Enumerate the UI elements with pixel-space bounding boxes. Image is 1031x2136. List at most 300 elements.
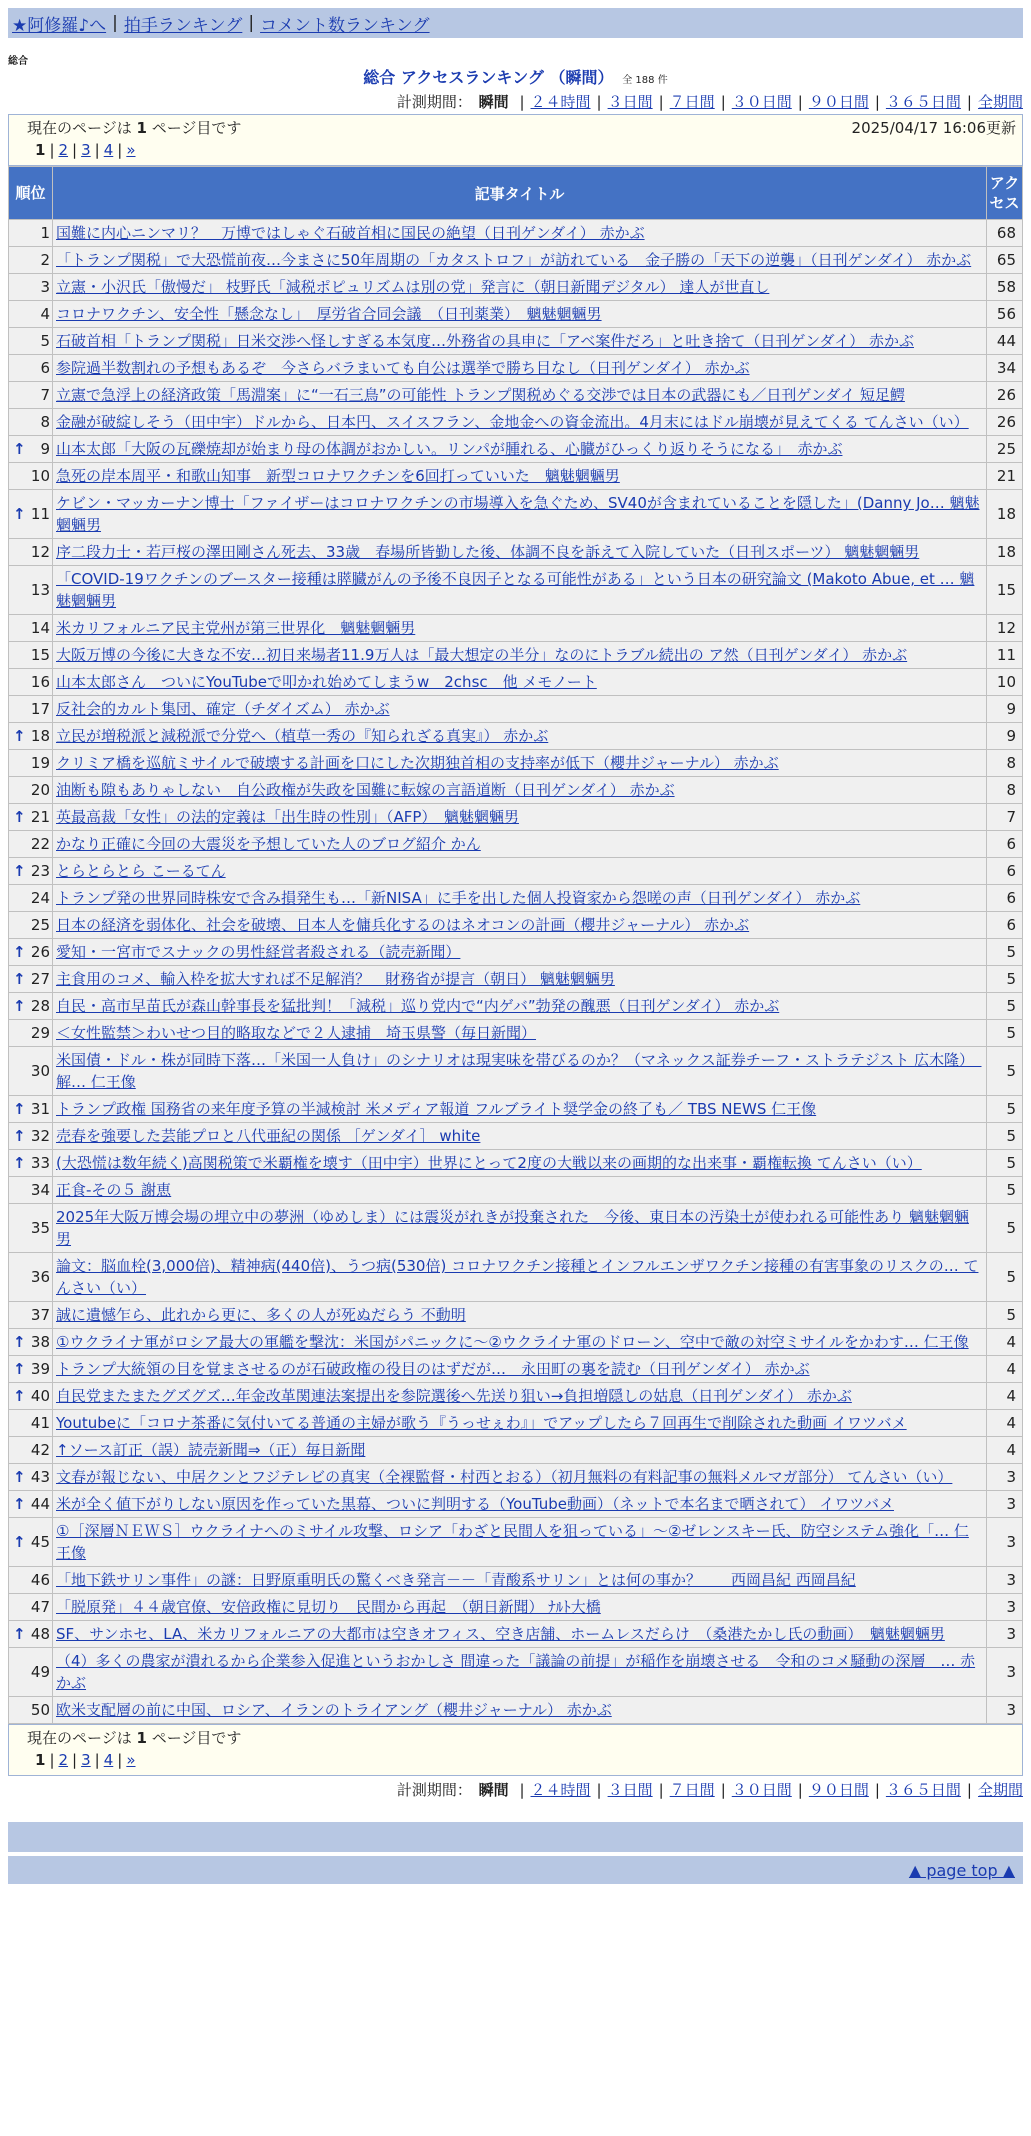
home-link[interactable]: ★阿修羅♪へ <box>12 15 107 36</box>
rank-cell <box>9 301 53 328</box>
access-count: 68 <box>987 220 1023 247</box>
rank-cell <box>9 1253 53 1302</box>
period-separator: | <box>519 1781 525 1799</box>
title-cell <box>53 696 987 723</box>
table-row <box>9 1464 1023 1491</box>
rank-number: 15 <box>30 646 50 664</box>
article-title-link[interactable]: 誠に遺憾乍ら、此れから更に、多くの人が死ぬだらう 不動明 <box>56 1306 466 1324</box>
article-title-link[interactable]: ↑ソース訂正（誤）読売新聞⇒（正）毎日新聞 <box>56 1441 366 1459</box>
period-link-3[interactable]: ３０日間 <box>731 93 792 111</box>
article-title-link[interactable]: 参院過半数割れの予想もあるぞ 今さらバラまいても自公は選挙で勝ち目なし（日刊ゲンダイ） 赤かぶ <box>56 359 750 377</box>
article-title-link[interactable]: 「脱原発」４４歳官僚、安倍政権に見切り 民間から再起 （朝日新聞） ﾅﾙﾄ大橋 <box>56 1598 601 1616</box>
rank-number: 9 <box>40 440 50 458</box>
title-cell <box>53 885 987 912</box>
article-title-link[interactable]: 米カリフォルニア民主党州が第三世界化 魑魅魍魎男 <box>56 619 416 637</box>
table-row <box>9 463 1023 490</box>
article-title-link[interactable]: 自民党またまたグズグズ…年金改革関連法案提出を参院選後へ先送り狙い→負担増隠しの姑息（日刊ゲンダイ） 赤かぶ <box>56 1387 852 1405</box>
rank-cell <box>9 1518 53 1567</box>
table-row <box>9 1020 1023 1047</box>
title-cell <box>53 1518 987 1567</box>
access-count: 3 <box>987 1464 1023 1491</box>
ranking-table <box>8 166 1023 1724</box>
article-title-link[interactable]: ①［深層ＮＥＷＳ］ウクライナへのミサイル攻撃、ロシア「わざと民間人を狙っている」～②ゼレンスキー氏、防空システム強化「… 仁王像 <box>56 1522 969 1562</box>
access-count: 3 <box>987 1621 1023 1648</box>
rank-cell <box>9 539 53 566</box>
article-title-link[interactable]: 英最高裁「女性」の法的定義は「出生時の性別」（AFP） 魑魅魍魎男 <box>56 808 519 826</box>
table-row <box>9 1123 1023 1150</box>
title-cell <box>53 1150 987 1177</box>
article-title-link[interactable]: （4）多くの農家が潰れるから企業参入促進というおかしさ 間違った「議論の前提」が稲作を崩壊させる 令和のコメ騒動の深層 … 赤かぶ <box>56 1652 976 1692</box>
page-link-4[interactable]: 4 <box>103 141 114 159</box>
top-nav-bar <box>8 8 1023 38</box>
access-count: 5 <box>987 1177 1023 1204</box>
rank-cell <box>9 723 53 750</box>
period-separator: | <box>596 93 602 111</box>
title-cell <box>53 1697 987 1724</box>
article-title-link[interactable]: 主食用のコメ、輸入枠を拡大すれば不足解消？ 財務省が提言（朝日） 魑魅魍魎男 <box>56 970 615 988</box>
title-cell <box>53 1437 987 1464</box>
rank-number: 10 <box>30 467 50 485</box>
category-tag: 総合 <box>8 56 28 67</box>
rank-cell <box>9 1383 53 1410</box>
table-row <box>9 804 1023 831</box>
title-cell <box>53 804 987 831</box>
rank-number: 16 <box>30 673 50 691</box>
article-title-link[interactable]: 「トランプ関税」で大恐慌前夜…今まさに50年周期の「カタストロフ」が訪れている 金子勝の「天下の逆襲」（日刊ゲンダイ） 赤かぶ <box>56 251 972 269</box>
access-count: 6 <box>987 885 1023 912</box>
rank-number: 8 <box>40 413 50 431</box>
rank-up-arrow-icon: ↑ <box>13 808 26 826</box>
table-row <box>9 723 1023 750</box>
rank-cell <box>9 831 53 858</box>
table-row <box>9 615 1023 642</box>
title-cell <box>53 301 987 328</box>
title-cell <box>53 1648 987 1697</box>
comment-ranking-link[interactable]: コメント数ランキング <box>260 15 430 36</box>
period-link-4[interactable]: ９０日間 <box>808 1781 869 1799</box>
article-title-link[interactable]: 油断も隙もありゃしない 自公政権が失政を国難に転嫁の言語道断（日刊ゲンダイ） 赤かぶ <box>56 781 675 799</box>
period-link-6[interactable]: 全期間 <box>977 1781 1023 1799</box>
period-separator: | <box>658 93 664 111</box>
access-count: 8 <box>987 750 1023 777</box>
rank-number: 20 <box>30 781 50 799</box>
article-title-link[interactable]: コロナワクチン、安全性「懸念なし」 厚労省合同会議 （日刊薬業） 魑魅魍魎男 <box>56 305 602 323</box>
title-cell <box>53 539 987 566</box>
access-count: 44 <box>987 328 1023 355</box>
access-count: 3 <box>987 1518 1023 1567</box>
table-row <box>9 1410 1023 1437</box>
table-row <box>9 1697 1023 1724</box>
access-count: 5 <box>987 1020 1023 1047</box>
title-cell <box>53 615 987 642</box>
article-title-link[interactable]: (大恐慌は数年続く)高関税策で米覇権を壊す（田中宇）世界にとって2度の大戦以来の画期的な出来事・覇権転換 てんさい（い） <box>56 1154 922 1172</box>
access-count: 9 <box>987 696 1023 723</box>
title-cell <box>53 912 987 939</box>
rank-up-arrow-icon: ↑ <box>13 1333 26 1351</box>
title-cell <box>53 642 987 669</box>
footer-bar <box>8 1822 1023 1852</box>
article-title-link[interactable]: 国難に内心ニンマリ？ 万博ではしゃぐ石破首相に国民の絶望（日刊ゲンダイ） 赤かぶ <box>56 224 645 242</box>
title-cell <box>53 409 987 436</box>
rank-up-arrow-icon: ↑ <box>13 970 26 988</box>
article-title-link[interactable]: トランプ大統領の目を覚まさせるのが石破政権の役目のはずだが… 永田町の裏を読む（日刊ゲンダイ） 赤かぶ <box>56 1360 810 1378</box>
access-count: 3 <box>987 1697 1023 1724</box>
period-link-0[interactable]: ２４時間 <box>530 93 591 111</box>
article-title-link[interactable]: クリミア橋を巡航ミサイルで破壊する計画を口にした次期独首相の支持率が低下（櫻井ジャーナル） 赤かぶ <box>56 754 779 772</box>
period-link-6[interactable]: 全期間 <box>977 93 1023 111</box>
page-separator: | <box>94 1751 100 1769</box>
table-row <box>9 1204 1023 1253</box>
title-cell <box>53 669 987 696</box>
page-separator: | <box>72 1751 78 1769</box>
table-row <box>9 1383 1023 1410</box>
page-title: 総合 アクセスランキング （瞬間） <box>363 68 614 87</box>
title-cell <box>53 939 987 966</box>
table-row <box>9 1621 1023 1648</box>
page-separator: | <box>49 1751 55 1769</box>
access-count: 5 <box>987 1047 1023 1096</box>
title-cell <box>53 1020 987 1047</box>
article-title-link[interactable]: 金融が破綻しそう（田中宇）ドルから、日本円、スイスフラン、金地金への資金流出。4月末にはドル崩壊が見えてくる てんさい（い） <box>56 413 969 431</box>
rank-number: 46 <box>30 1571 50 1589</box>
access-count: 6 <box>987 912 1023 939</box>
rank-number: 38 <box>30 1333 50 1351</box>
rank-cell <box>9 858 53 885</box>
access-count: 3 <box>987 1491 1023 1518</box>
period-separator: | <box>966 1781 972 1799</box>
table-row <box>9 382 1023 409</box>
period-link-5[interactable]: ３６５日間 <box>885 93 961 111</box>
access-count: 5 <box>987 966 1023 993</box>
rank-number: 50 <box>30 1701 50 1719</box>
table-row <box>9 436 1023 463</box>
rank-number: 35 <box>30 1219 50 1237</box>
rank-cell <box>9 436 53 463</box>
title-cell <box>53 1383 987 1410</box>
rank-cell <box>9 1356 53 1383</box>
rank-up-arrow-icon: ↑ <box>13 1625 26 1643</box>
rank-number: 1 <box>40 224 50 242</box>
title-cell <box>53 966 987 993</box>
table-row <box>9 1096 1023 1123</box>
rank-number: 24 <box>30 889 50 907</box>
title-cell <box>53 382 987 409</box>
article-title-link[interactable]: 2025年大阪万博会場の埋立中の夢洲（ゆめしま）には震災がれきが投棄された 今後、東日本の汚染土が使われる可能性あり 魑魅魍魎男 <box>56 1208 969 1248</box>
ranking-heading <box>0 65 1031 88</box>
rank-up-arrow-icon: ↑ <box>13 1468 26 1486</box>
rank-number: 22 <box>30 835 50 853</box>
rank-cell <box>9 1096 53 1123</box>
title-cell <box>53 463 987 490</box>
rank-cell <box>9 966 53 993</box>
current-page-text: 現在のページは 1 ページ目です <box>27 119 242 137</box>
access-count: 11 <box>987 642 1023 669</box>
period-link-1[interactable]: ３日間 <box>607 1781 653 1799</box>
table-row <box>9 355 1023 382</box>
page-separator: | <box>49 141 55 159</box>
table-row <box>9 1329 1023 1356</box>
rank-cell <box>9 382 53 409</box>
article-title-link[interactable]: 日本の経済を弱体化、社会を破壊、日本人を傭兵化するのはネオコンの計画（櫻井ジャーナル） 赤かぶ <box>56 916 750 934</box>
table-row <box>9 669 1023 696</box>
rank-number: 42 <box>30 1441 50 1459</box>
rank-cell <box>9 490 53 539</box>
article-title-link[interactable]: トランプ政権 国務省の来年度予算の半減検討 米メディア報道 フルブライト奨学金の終了も／ TBS NEWS 仁王像 <box>56 1100 817 1118</box>
table-row <box>9 247 1023 274</box>
period-separator: | <box>720 1781 726 1799</box>
table-row <box>9 220 1023 247</box>
rank-number: 37 <box>30 1306 50 1324</box>
rank-number: 2 <box>40 251 50 269</box>
rank-cell <box>9 1491 53 1518</box>
access-count: 25 <box>987 436 1023 463</box>
period-separator: | <box>874 93 880 111</box>
rank-number: 49 <box>30 1663 50 1681</box>
table-row <box>9 1567 1023 1594</box>
rank-cell <box>9 274 53 301</box>
page-link-3[interactable]: 3 <box>81 141 91 159</box>
article-title-link[interactable]: 反社会的カルト集団、確定（チダイズム） 赤かぶ <box>56 700 390 718</box>
rank-cell <box>9 1020 53 1047</box>
rank-cell <box>9 1302 53 1329</box>
rank-cell <box>9 1204 53 1253</box>
rank-cell <box>9 912 53 939</box>
period-separator: | <box>519 93 525 111</box>
access-count: 5 <box>987 939 1023 966</box>
page-link-2[interactable]: 2 <box>58 141 69 159</box>
article-title-link[interactable]: 「地下鉄サリン事件」の謎：日野原重明氏の驚くべき発言－－「青酸系サリン」とは何の事か？ 西岡昌紀 西岡昌紀 <box>56 1571 856 1589</box>
title-cell <box>53 1464 987 1491</box>
period-selector-bottom <box>0 1778 1023 1802</box>
rank-number: 32 <box>30 1127 50 1145</box>
article-title-link[interactable]: 大阪万博の今後に大きな不安…初日来場者11.9万人は「最大想定の半分」なのにトラブル続出の ア然（日刊ゲンダイ） 赤かぶ <box>56 646 908 664</box>
article-title-link[interactable]: 立民が増税派と減税派で分党へ（植草一秀の『知られざる真実』） 赤かぶ <box>56 727 549 745</box>
article-title-link[interactable]: ＜女性監禁＞わいせつ目的略取などで２人逮捕 埼玉県警（毎日新聞） <box>56 1024 537 1042</box>
title-cell <box>53 777 987 804</box>
pager-panel-top <box>8 114 1023 166</box>
rank-cell <box>9 1567 53 1594</box>
period-link-4[interactable]: ９０日間 <box>808 93 869 111</box>
title-cell <box>53 220 987 247</box>
rank-number: 5 <box>40 332 50 350</box>
rank-up-arrow-icon: ↑ <box>13 997 26 1015</box>
article-title-link[interactable]: 「COVID-19ワクチンのブースター接種は膵臓がんの予後不良因子となる可能性がある」という日本の研究論文 (Makoto Abue, et … 魑魅魍魎男 <box>56 570 975 610</box>
period-separator: | <box>874 1781 880 1799</box>
access-count: 4 <box>987 1383 1023 1410</box>
access-count: 56 <box>987 301 1023 328</box>
period-separator: | <box>797 1781 803 1799</box>
pagination <box>15 1749 1016 1771</box>
period-separator: | <box>720 93 726 111</box>
nav-separator: | <box>248 13 255 33</box>
period-link-1[interactable]: ３日間 <box>607 93 653 111</box>
article-title-link[interactable]: 立憲・小沢氏「傲慢だ」 枝野氏「減税ポピュリズムは別の党」発言に（朝日新聞デジタル） 達人が世直し <box>56 278 770 296</box>
rank-cell <box>9 1594 53 1621</box>
rank-number: 14 <box>30 619 50 637</box>
period-link-5[interactable]: ３６５日間 <box>885 1781 961 1799</box>
rank-cell <box>9 1697 53 1724</box>
rank-up-arrow-icon: ↑ <box>13 1127 26 1145</box>
rank-up-arrow-icon: ↑ <box>13 1387 26 1405</box>
article-title-link[interactable]: 急死の岸本周平・和歌山知事 新型コロナワクチンを6回打っていいた 魑魅魍魎男 <box>56 467 620 485</box>
article-title-link[interactable]: 欧米支配層の前に中国、ロシア、イランのトライアング（櫻井ジャーナル） 赤かぶ <box>56 1701 612 1719</box>
page-link-4[interactable]: 4 <box>103 1751 114 1769</box>
rank-number: 41 <box>30 1414 50 1432</box>
access-count: 15 <box>987 566 1023 615</box>
article-title-link[interactable]: Youtubeに「コロナ茶番に気付いてる普通の主婦が歌う『うっせぇわ』」でアップしたら７回再生で削除された動画 イワツバメ <box>56 1414 907 1432</box>
table-row <box>9 1491 1023 1518</box>
table-row <box>9 966 1023 993</box>
page-link-2[interactable]: 2 <box>58 1751 69 1769</box>
article-title-link[interactable]: 米が全く値下がりしない原因を作っていた黒幕、ついに判明する（YouTube動画）（ネットで本名まで晒されて） イワツバメ <box>56 1495 894 1513</box>
table-row <box>9 1648 1023 1697</box>
table-row <box>9 642 1023 669</box>
title-cell <box>53 1621 987 1648</box>
rank-cell <box>9 939 53 966</box>
article-title-link[interactable]: とらとらとら こーるてん <box>56 862 226 880</box>
period-current: 瞬間 <box>478 1781 509 1799</box>
table-row <box>9 993 1023 1020</box>
page-separator: | <box>117 141 123 159</box>
article-title-link[interactable]: 正食-その５ 謝恵 <box>56 1181 172 1199</box>
rank-cell <box>9 993 53 1020</box>
rank-number: 6 <box>40 359 50 377</box>
rank-cell <box>9 1621 53 1648</box>
rank-up-arrow-icon: ↑ <box>13 505 26 523</box>
table-row <box>9 858 1023 885</box>
page-top-bar <box>8 1856 1023 1884</box>
article-title-link[interactable]: 立憲で急浮上の経済政策「馬淵案」に“一石三鳥”の可能性 トランプ関税めぐる交渉では日本の武器にも／日刊ゲンダイ 短足鰐 <box>56 386 905 404</box>
rank-up-arrow-icon: ↑ <box>13 727 26 745</box>
article-title-link[interactable]: 米国債・ドル・株が同時下落…「米国一人負け」のシナリオは現実味を帯びるのか？（マネックス証券チーフ・ストラテジスト 広木隆） 解… 仁王像 <box>56 1051 982 1091</box>
rank-number: 7 <box>40 386 50 404</box>
period-link-3[interactable]: ３０日間 <box>731 1781 792 1799</box>
table-row <box>9 939 1023 966</box>
table-row <box>9 274 1023 301</box>
rank-number: 33 <box>30 1154 50 1172</box>
period-link-2[interactable]: ７日間 <box>669 1781 715 1799</box>
page-separator: | <box>117 1751 123 1769</box>
table-row <box>9 1253 1023 1302</box>
article-title-link[interactable]: 山本太郎「大阪の瓦礫焼却が始まり母の体調がおかしい。リンパが腫れる、心臓がひっくり返りそうになる」 赤かぶ <box>56 440 843 458</box>
access-count: 21 <box>987 463 1023 490</box>
access-count: 34 <box>987 355 1023 382</box>
article-title-link[interactable]: 自民・高市早苗氏が森山幹事長を猛批判！「減税」巡り党内で“内ゲバ”勃発の醜悪（日刊ゲンダイ） 赤かぶ <box>56 997 780 1015</box>
applause-ranking-link[interactable]: 拍手ランキング <box>123 15 243 36</box>
rank-cell <box>9 1437 53 1464</box>
rank-number: 3 <box>40 278 50 296</box>
page-link-3[interactable]: 3 <box>81 1751 91 1769</box>
access-count: 3 <box>987 1648 1023 1697</box>
access-count: 3 <box>987 1594 1023 1621</box>
table-row <box>9 1356 1023 1383</box>
access-count: 5 <box>987 1302 1023 1329</box>
title-cell <box>53 1253 987 1302</box>
rank-number: 28 <box>30 997 50 1015</box>
table-row <box>9 885 1023 912</box>
period-separator: | <box>797 93 803 111</box>
table-row <box>9 1437 1023 1464</box>
table-row <box>9 539 1023 566</box>
rank-number: 45 <box>30 1533 50 1551</box>
page-separator: | <box>72 141 78 159</box>
article-title-link[interactable]: 愛知・一宮市でスナックの男性経営者殺される（読売新聞） <box>56 943 461 961</box>
col-rank-header: 順位 <box>9 167 53 220</box>
rank-number: 47 <box>30 1598 50 1616</box>
access-count: 5 <box>987 1096 1023 1123</box>
title-cell <box>53 1356 987 1383</box>
access-count: 5 <box>987 1253 1023 1302</box>
rank-number: 17 <box>30 700 50 718</box>
rank-number: 12 <box>30 543 50 561</box>
rank-cell <box>9 804 53 831</box>
table-row <box>9 1150 1023 1177</box>
access-count: 26 <box>987 382 1023 409</box>
rank-cell <box>9 1648 53 1697</box>
article-title-link[interactable]: ケビン・マッカーナン博士「ファイザーはコロナワクチンの市場導入を急ぐため、SV40が含まれていることを隠した」(Danny Jo… 魑魅魍魎男 <box>56 494 980 534</box>
rank-number: 27 <box>30 970 50 988</box>
period-link-2[interactable]: ７日間 <box>669 93 715 111</box>
article-title-link[interactable]: トランプ発の世界同時株安で含み損発生も…「新NISA」に手を出した個人投資家から怨嗟の声（日刊ゲンダイ） 赤かぶ <box>56 889 861 907</box>
article-title-link[interactable]: かなり正確に今回の大震災を予想していた人のブログ紹介 かん <box>56 835 481 853</box>
period-link-0[interactable]: ２４時間 <box>530 1781 591 1799</box>
access-count: 12 <box>987 615 1023 642</box>
article-title-link[interactable]: 序二段力士・若戸桜の澤田剛さん死去、33歳 春場所皆勤した後、体調不良を訴えて入院していた（日刊スポーツ） 魑魅魍魎男 <box>56 543 920 561</box>
article-title-link[interactable]: 売春を強要した芸能プロと八代亜紀の関係 ［ゲンダイ］ white <box>56 1127 481 1145</box>
article-title-link[interactable]: 文春が報じない、中居クンとフジテレビの真実（全裸監督・村西とおる）（初月無料の有料記事の無料メルマガ部分） てんさい（い） <box>56 1468 953 1486</box>
rank-cell <box>9 463 53 490</box>
rank-number: 23 <box>30 862 50 880</box>
title-cell <box>53 723 987 750</box>
rank-number: 39 <box>30 1360 50 1378</box>
page-next-link[interactable]: » <box>126 141 136 159</box>
access-count: 4 <box>987 1437 1023 1464</box>
rank-cell <box>9 409 53 436</box>
title-cell <box>53 355 987 382</box>
title-cell <box>53 858 987 885</box>
table-row <box>9 490 1023 539</box>
article-title-link[interactable]: ①ウクライナ軍がロシア最大の軍艦を撃沈：米国がパニックに～②ウクライナ軍のドローン、空中で敵の対空ミサイルをかわす… 仁王像 <box>56 1333 969 1351</box>
access-count: 10 <box>987 669 1023 696</box>
rank-up-arrow-icon: ↑ <box>13 1100 26 1118</box>
title-cell <box>53 1594 987 1621</box>
title-cell <box>53 1096 987 1123</box>
page-next-link[interactable]: » <box>126 1751 136 1769</box>
rank-number: 26 <box>30 943 50 961</box>
rank-number: 25 <box>30 916 50 934</box>
pager-panel-bottom <box>8 1724 1023 1776</box>
title-cell <box>53 831 987 858</box>
title-cell <box>53 993 987 1020</box>
title-cell <box>53 490 987 539</box>
title-cell <box>53 328 987 355</box>
access-count: 18 <box>987 490 1023 539</box>
article-title-link[interactable]: SF、サンホセ、LA、米カリフォルニアの大都市は空きオフィス、空き店舗、ホームレスだらけ （桑港たかし氏の動画） 魑魅魍魎男 <box>56 1625 945 1643</box>
page-top-link[interactable]: ▲ page top ▲ <box>908 1860 1015 1880</box>
table-row <box>9 750 1023 777</box>
article-title-link[interactable]: 石破首相「トランプ関税」日米交渉へ怪しすぎる本気度…外務省の具申に「アベ案件だろ」と吐き捨て（日刊ゲンダイ） 赤かぶ <box>56 332 914 350</box>
table-row <box>9 328 1023 355</box>
access-count: 6 <box>987 858 1023 885</box>
article-title-link[interactable]: 山本太郎さん ついにYouTubeで叩かれ始めてしまうw 2chsc 他 メモノート <box>56 673 597 691</box>
access-count: 5 <box>987 993 1023 1020</box>
access-count: 4 <box>987 1329 1023 1356</box>
table-row <box>9 912 1023 939</box>
rank-number: 11 <box>30 505 50 523</box>
article-title-link[interactable]: 論文：脳血栓(3,000倍)、精神病(440倍)、うつ病(530倍) コロナワクチン接種とインフルエンザワクチン接種の有害事象のリスクの… てんさい（い） <box>56 1257 979 1297</box>
rank-cell <box>9 1410 53 1437</box>
rank-cell <box>9 1464 53 1491</box>
